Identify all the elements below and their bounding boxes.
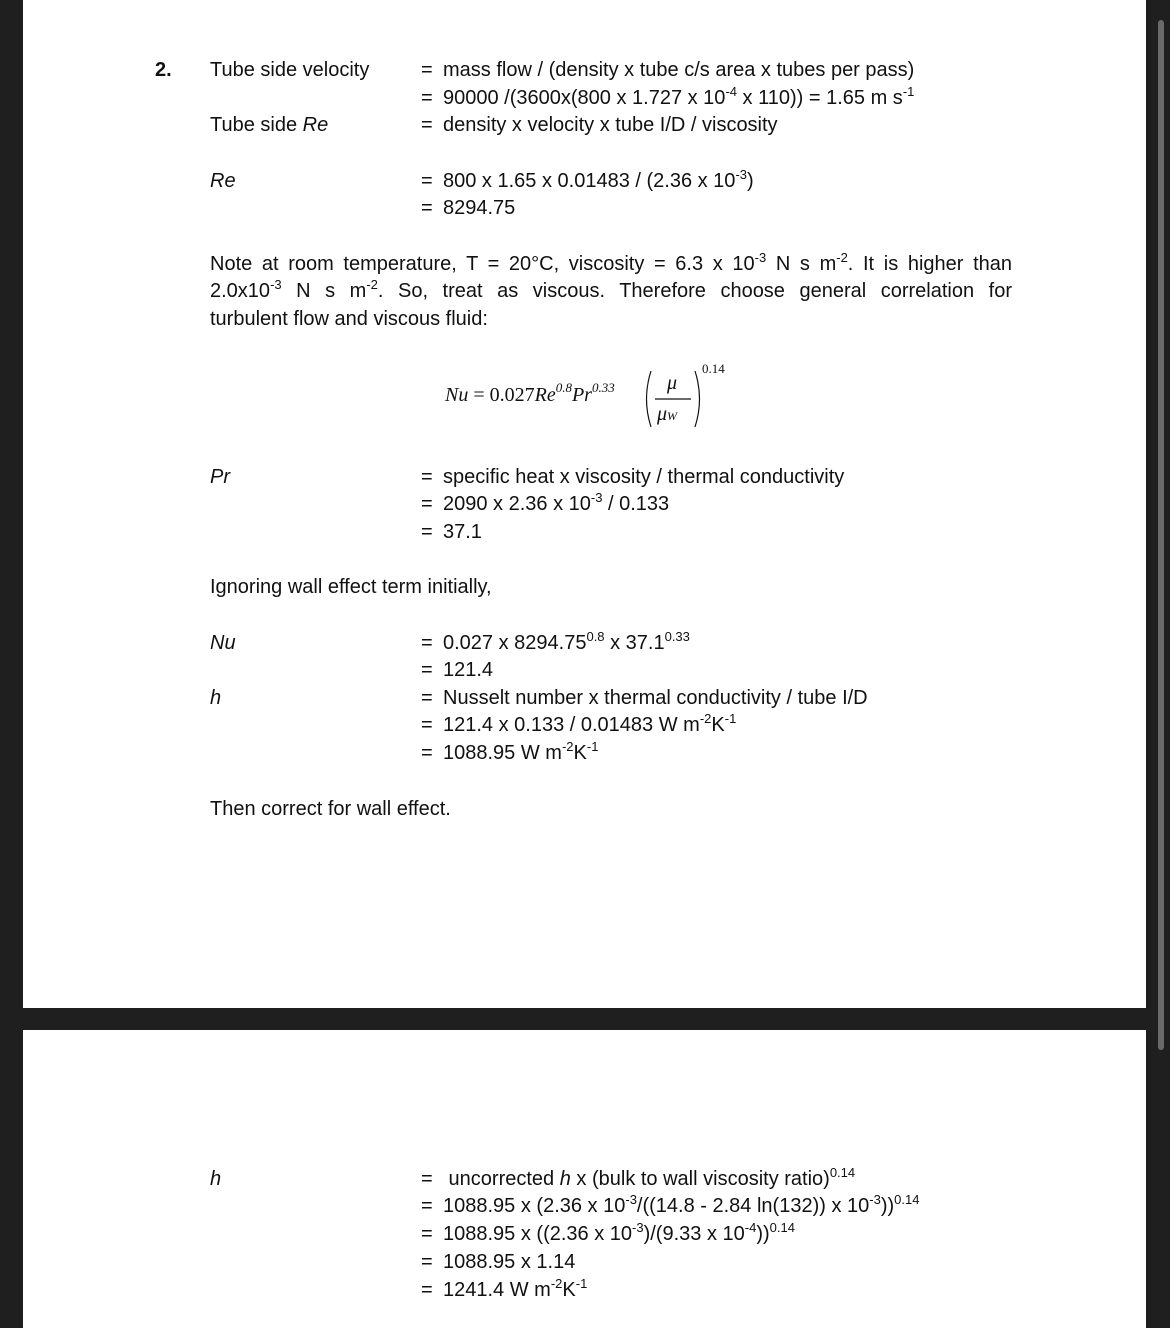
h-corrected-label: h [210,1168,222,1190]
tube-velocity-label: Tube side velocity [210,59,370,81]
mu-numerator: μ [667,372,678,394]
h-eq-1: = Nusselt number x thermal conductivity / tube I/D [421,687,868,709]
pr-eq-3: = 37.1 [421,521,482,543]
h-label: h [210,687,222,709]
pr-label: Pr [210,466,230,488]
h-corrected-eq-1: = uncorrected h x (bulk to wall viscosity ratio)$^{0.14}$ [421,1165,856,1190]
mu-wall-denominator: μW [657,403,678,425]
nu-eq-1: = 0.027 x $8294.75^{0.8}$ x $37.1^{0.33}$ [421,629,690,654]
ignoring-wall-text: Ignoring wall effect term initially, [210,576,492,598]
outer-exponent: 0.14 [702,361,725,376]
h-corrected-eq-5: = 1241.4 W $m^{-2}K^{-1}$ [421,1276,588,1301]
re-label: Re [210,170,236,192]
re-eq-2: = 8294.75 [421,197,516,219]
document-page-1 [23,0,1146,1008]
then-correct-text: Then correct for wall effect. [210,798,451,820]
tube-velocity-eq-1: = mass flow / (density x tube c/s area x tubes per pass) [421,59,915,81]
nu-eq-2: = 121.4 [421,659,494,681]
nu-label: Nu [210,632,236,654]
note-line-2: $2.0x10^{-3}$ N s $m^{-2}$. So, treat as viscous. Therefore choose general correlation for [210,277,1012,302]
pr-eq-1: = specific heat x viscosity / thermal conductivity [421,466,845,488]
h-corrected-eq-2: = 1088.95 x (2.36 x $10^{-3}/((14.8 - 2.84$ ln(132)) x $10^{-3}))^{0.14}$ [421,1192,920,1217]
nusselt-correlation-formula: $Nu = 0.027Re^{0.8}Pr^{0.33}$ μ μW 0.14 [443,355,763,435]
re-eq-1: = 800 x 1.65 x 0.01483 / (2.36 x $10^{-3}$) [421,167,754,192]
h-eq-3: = 1088.95 W $m^{-2}K^{-1}$ [421,739,599,764]
question-number: 2. [155,59,172,81]
vertical-scrollbar[interactable] [1155,0,1167,1328]
scrollbar-thumb[interactable] [1158,20,1164,1050]
tube-velocity-eq-2: = 90000 /(3600x(800 x 1.727 x $10^{-4}$ x 110)) = 1.65 m $s^{-1}$ [421,84,915,109]
pr-eq-2: = 2090 x 2.36 x $10^{-3} / 0.133$ [421,490,670,515]
document-page-2 [23,1030,1146,1328]
note-line-1: Note at room temperature, T = 20°C, viscosity = 6.3 x $10^{-3}$ N s $m^{-2}$. It is higher than [210,250,1012,275]
h-corrected-eq-4: = 1088.95 x 1.14 [421,1251,576,1273]
tube-re-label: Tube side Re [210,114,329,136]
h-eq-2: = 121.4 x 0.133 / 0.01483 W $m^{-2}K^{-1}$ [421,711,737,736]
tube-re-eq: = density x velocity x tube I/D / viscosity [421,114,778,136]
h-corrected-eq-3: = 1088.95 x ((2.36 x $10^{-3})/(9.33$ x $10^{-4}))^{0.14}$ [421,1220,795,1245]
note-line-3: turbulent flow and viscous fluid: [210,308,488,330]
